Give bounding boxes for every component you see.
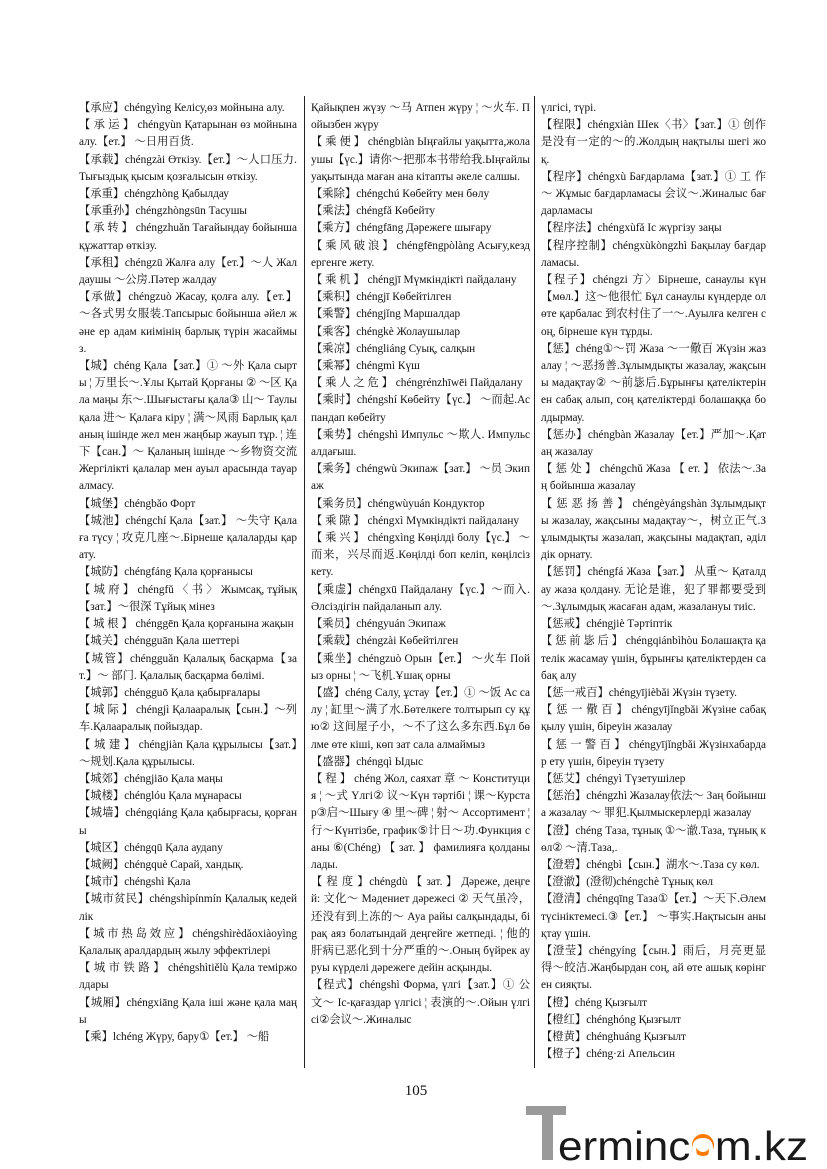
dictionary-entry: 【澄清】chéngqīng Таза①【ет.】～天下.Әлем түсініктемесі.③【ет.】 ～事实.Нақтысын анықтау үшін.	[541, 893, 766, 940]
dictionary-entry: 【城墙】chéngqiáng Қала қабырғасы, қорғаны	[79, 807, 297, 837]
dictionary-entry: 【 城 根 】 chénggēn Қала қорғанына жақын	[79, 618, 294, 631]
dictionary-entry: 【橙黄】chénghuáng Қызғылт	[541, 1030, 686, 1043]
dictionary-entry: 【城市贫民】chéngshìpínmín Қалалық кедейлік	[79, 893, 297, 923]
dictionary-entry: 【 乘 人 之 危 】 chéngrénzhīwēi Пайдалану	[311, 377, 523, 390]
svg-text:ermincom.kz: erminc om.kz	[558, 1123, 802, 1166]
dictionary-entry: 【城防】chéngfáng Қала қорғанысы	[79, 566, 253, 579]
dictionary-entry: 【城郊】chéngjiāo Қала маңы	[79, 772, 223, 785]
dictionary-entry: 【澄】chéng Таза, тұнық ①～澈.Таза, тұнық көл② ～清.Таза,.	[541, 824, 766, 854]
dictionary-entry: 【城市】chéngshì Қала	[79, 876, 191, 889]
dictionary-entry: 【城楼】chénglóu Қала мұнарасы	[79, 790, 242, 803]
dictionary-entry: 【承做】chéngzuò Жасау, қолға алу.【ет.】 ～各式男女服装.Тапсырыс бойынша әйел және ер адам киімінің барлық түрін жасаймыз.	[79, 291, 297, 355]
dictionary-entry: 【橙】chéng Қызғылт	[541, 996, 648, 1009]
dictionary-entry: Қайықпен жүзу ～马 Атпен жүру ¦ ～火车. Пойызбен жүру	[311, 102, 530, 132]
dictionary-entry: 【橙子】chéng·zi Апельсин	[541, 1048, 676, 1061]
dictionary-entry: 【承租】chéngzū Жалға алу【ет.】～人 Жалдаушы ～公房.Пәтер жалдау	[79, 256, 297, 287]
column-1	[79, 100, 297, 1046]
dictionary-entry: 【承载】chéngzài Өткізу.【ет.】～人口压力.Тығыздық қысым қозғалысын өткізу.	[79, 153, 297, 183]
dictionary-entry: 【乘幂】chéngmì Күш	[311, 360, 420, 373]
dictionary-entry: 【城阙】chéngquè Сарай, хандық.	[79, 858, 244, 871]
dictionary-entry: 【 城 市 铁 路 】 chéngshìtiělù Қала теміржолдары	[79, 962, 297, 992]
dictionary-entry: 【 乘 兴 】 chéngxìng Көңілді болу【үс.】 ～而来，兴尽而返.Көңілді боп келіп, көңілсіз кету.	[311, 532, 530, 579]
dictionary-entry: 【 承 转 】 chéngzhuǎn Тағайындау бойынша құжаттар өткізу.	[79, 222, 297, 252]
dictionary-entry: 【 程 】 chéng Жол, саяхат 章 ～ Конституция ¦ ～式 Үлгі② 议～Күн тәртібі ¦ 课～Курстар③启～Шығу ④ 里～碑 ¦ 射～ Ассортимент ¦ 行～Күнтізбе, график⑤计日～功.Функция саны ⑥(Chéng) 【 зат. 】 фамилияға қолданылады.	[311, 772, 530, 871]
dictionary-entry: 【乘警】chéngjǐng Маршалдар	[311, 308, 461, 321]
dictionary-entry: 【承重孙】chéngzhòngsūn Тасушы	[79, 205, 248, 218]
dictionary-entry: 【惩一戒百】chéngyījièbǎi Жүзін түзету.	[541, 686, 737, 699]
dictionary-entry: 【 承 运 】 chéngyùn Қатарынан өз мойнына алу.【ет.】 ～日用百货.	[79, 119, 297, 149]
dictionary-entry: 【惩罚】chéngfá Жаза【зат.】 从重～ Қаталдау жаза қолдану. 无论是谁，犯了罪都要受到～.Зұлымдық жасаған адам, жазалануы тиіс.	[541, 566, 766, 613]
dictionary-entry: 【乘积】chéngjī Көбейтілген	[311, 291, 452, 304]
dictionary-entry: 【 乘 风 破 浪 】 chéngfēngpòlàng Асығу,кездергенге жету.	[311, 239, 530, 269]
dictionary-entry: 【盛器】chéngqì Ыдыс	[311, 755, 423, 768]
dictionary-entry: 【程式】chéngshì Форма, үлгі【зат.】① 公文～ Іс-қағаздар үлгісі ¦ 表演的～.Ойын үлгісі②会议～.Жиналыс	[311, 979, 530, 1026]
dictionary-entry: 【澄碧】chéngbì【сын.】湖水～.Таза су көл.	[541, 858, 760, 871]
dictionary-entry: 【城管】chéngguǎn Қалалық басқарма【зат.】～ 部门. Қалалық басқарма бөлімі.	[79, 652, 297, 682]
page-number: 105	[404, 1083, 428, 1099]
dictionary-entry: 【惩治】chéngzhì Жазалау依法～ Заң бойынша жазалау ～ 罪犯.Қылмыскерлерді жазалау	[541, 790, 766, 820]
dictionary-entry: 【乘员】chéngyuán Экипаж	[311, 618, 446, 631]
dictionary-entry: 【惩】chéng①～罚 Жаза ～一儆百 Жүзін жазалау ¦ ～恶扬善.Зұлымдықты жазалау, жақсыны мадақтау② ～前毖后.Бұрынғы қателіктерінен сабақ алып, соң қателіктерді болашаққа болдырмау.	[541, 342, 766, 424]
dictionary-entry: 【承重】chéngzhòng Қабылдау	[79, 188, 229, 201]
column-2	[311, 100, 530, 1029]
dictionary-entry: 【 城 建 】 chéngjiàn Қала құрылысы【зат.】～规划.Қала құрылысы.	[79, 738, 297, 768]
dictionary-entry: 【程序法】chéngxùfǎ Іс жүргізу заңы	[541, 222, 722, 235]
dictionary-entry: 【 惩 前 毖 后 】 chéngqiánbìhòu Болашақта қателік жасамау үшін, бұрынғы қателіктерден сабақ алу	[541, 635, 766, 682]
dictionary-entry: 【橙红】chénghóng Қызғылт	[541, 1013, 681, 1026]
dictionary-entry: 【乘方】chéngfāng Дәрежеге шығару	[311, 222, 492, 235]
dictionary-entry: 【乘法】chéngfǎ Көбейту	[311, 205, 436, 218]
dictionary-entry: 【程序控制】chéngxùkòngzhì Бақылау бағдарламасы.	[541, 239, 766, 269]
termincom-logo[interactable]	[522, 1100, 822, 1166]
dictionary-entry: 【 乘 机 】 chéngjī Мүмкіндікті пайдалану	[311, 274, 517, 287]
termincom-logo-mark	[522, 1100, 822, 1166]
dictionary-entry: 【乘务员】chéngwùyuán Кондуктор	[311, 497, 485, 510]
dictionary-entry: 【城厢】chéngxiāng Қала ішi және қала маңы	[79, 996, 297, 1026]
dictionary-entry: 【程限】chéngxiàn Шек〈书〉【зат.】① 创作是没有一定的～的.Жолдың нақтылы шегі жоқ.	[541, 119, 766, 166]
dictionary-entry: 【 惩 恶 扬 善 】 chéngèyángshàn Зұлымдықты жазалау, жақсыны мадақтау～，树立正气.Зұлымдықты жазалап, жақсыны мадақтап, әділдік орнату.	[541, 497, 766, 562]
dictionary-entry: 【乘】lchéng Жүру, бару①【ет.】 ～船	[79, 1030, 270, 1043]
dictionary-entry: 【乘势】chéngshì Импульс ～欺人. Импульс алдағыш.	[311, 428, 530, 459]
column-divider	[304, 96, 305, 1068]
dictionary-entry: 【 惩 一 警 百 】 chéngyījǐngbǎi Жүзінхабардар ету үшін, біреуін түзету	[541, 738, 766, 768]
dictionary-entry: 【乘坐】chéngzuò Орын【ет.】 ～火车 Пойыз орны ¦ ～飞机.Ұшақ орны	[311, 652, 530, 682]
dictionary-entry: 【 乘 隙 】 chéngxì Мүмкіндікті пайдалану	[311, 514, 520, 527]
dictionary-entry: 【乘虚】chéngxū Пайдалану【үс.】～而入.Әлсіздігін пайдаланып алу.	[311, 583, 530, 613]
dictionary-entry: 【 程 度 】chéngdù 【 зат. 】 Дәреже, деңгей: 文化～ Мәдениет дәрежесі ② 天气虽冷，还没有到上冻的～ Ауа райы салқындады, бірақ аяз болатындай деңгейге жетпеді. ¦ 他的肝病已恶化到十分严重的～.Оның бүйрек ауруы күрделі дәрежеге дейін асқынды.	[311, 876, 530, 975]
dictionary-entry: 【程序】chéngxù Бағдарлама【зат.】① 工 作 ～ Жұмыс бағдарламасы 会议～.Жиналыс бағдарламасы	[541, 170, 766, 218]
dictionary-entry: 【程子】chéngzi 方〉Бірнеше, санаулы күн【мөл.】这～他很忙 Бұл санаулы күндерде ол өте қарбалас 到农村住了一～.Ауылға келген соң, бірнеше күн тұрды.	[541, 274, 766, 338]
dictionary-entry: 【乘时】chéngshí Көбейту【үс.】 ～而起.Аспандап көбейту	[311, 394, 530, 424]
dictionary-entry: 【城关】chéngguān Қала шеттері	[79, 635, 240, 648]
dictionary-entry: 【 城 市 热 岛 效 应 】 chéngshìrèdǎoxiàoyìng Қалалық аралдардың жылу эффектілері	[79, 927, 297, 957]
dictionary-entry: 【 城 府 】 chéngfǔ 〈 书 〉 Жымсақ, тұйық【зат.】～很深 Тұйық мінез	[79, 583, 297, 613]
dictionary-entry: 【 乘 便 】 chéngbiàn Ыңғайлы уақытта,жолаушы【үс.】请你～把那本书带给我.Ыңғайлы уақытында маған ана кітапты әкеле салшы.	[311, 136, 530, 183]
dictionary-entry: 【惩戒】chéngjiè Тәртіптік	[541, 618, 673, 631]
column-3	[541, 100, 766, 1063]
dictionary-entry: 【城堡】chéngbǎo Форт	[79, 497, 196, 510]
dictionary-entry: 【惩办】chéngbàn Жазалау【ет.】严加～.Қатаң жазалау	[541, 428, 766, 459]
dictionary-entry: 【城池】chéngchí Қала【зат.】 ～失守 Қалаға түсу ¦ 攻克几座～.Бірнеше қалаларды қарату.	[79, 514, 297, 562]
dictionary-entry: 【惩艾】chéngyì Түзетушілер	[541, 772, 686, 785]
dictionary-entry: 【澄澈】(澄彻)chéngchè Тұнық көл	[541, 876, 714, 889]
dictionary-entry: 【 惩 处 】 chéngchǔ Жаза 【 ет. 】 依法～.Заң бойынша жазалау	[541, 463, 766, 493]
dictionary-entry: 【城郭】chéngguō Қала қабырғалары	[79, 686, 261, 699]
dictionary-entry: үлгісі, түрі.	[541, 102, 597, 114]
dictionary-entry: 【乘除】chéngchú Көбейту мен бөлу	[311, 188, 490, 201]
dictionary-entry: 【乘载】chéngzài Көбейтілген	[311, 635, 459, 648]
column-divider	[534, 96, 535, 1068]
dictionary-entry: 【 城 际 】 chéngjì Қалааралық【сын.】～列车.Қалааралық пойыздар.	[79, 704, 297, 734]
dictionary-entry: 【乘凉】chéngliáng Суық, салқын	[311, 342, 476, 355]
dictionary-entry: 【城区】chéngqū Қала аудany	[79, 841, 223, 854]
dictionary-entry: 【乘务】chéngwù Экипаж【зат.】 ～员 Экипаж	[311, 463, 530, 493]
dictionary-entry: 【乘客】chéngkè Жолаушылар	[311, 325, 461, 338]
dictionary-entry: 【 惩 一 儆 百 】 chéngyījǐngbǎi Жүзіне сабақ қылу үшін, біреуін жазалау	[541, 704, 766, 734]
dictionary-entry: 【澄莹】chéngyíng【сын.】雨后，月亮更显得～皎洁.Жаңбырдан соң, ай өте ашық көрінген сияқты.	[541, 944, 766, 992]
dictionary-entry: 【承应】chéngyìng Келісу,өз мойнына алу.	[79, 102, 285, 114]
dictionary-entry: 【城】chéng Қала【зат.】① ～外 Қала сырты ¦ 万里长～.Ұлы Қытай Қорғаны ② ～区 Қала маңы 东～.Шығыстағы қала③ 山～ Таулы қала 进～ Қалаға кіру ¦ 满～风雨 Барлық қаланың ішінде жел мен жаңбыр жауып тұр. ¦ 连下【сан.】～ Қаланың ішінде ～乡物资交流 Жергілікті қалалар мен ауыл арасында тауар алмасу.	[79, 360, 297, 493]
dictionary-entry: 【盛】chéng Салу, ұстау【ет.】① ～饭 Ас салу ¦ 缸里～满了水.Бөтелкеге толтырып су құю② 这间屋子小，～不了这么多东西.Бұл бөлме өте кіші, көп зат сала алмаймыз	[311, 686, 530, 751]
